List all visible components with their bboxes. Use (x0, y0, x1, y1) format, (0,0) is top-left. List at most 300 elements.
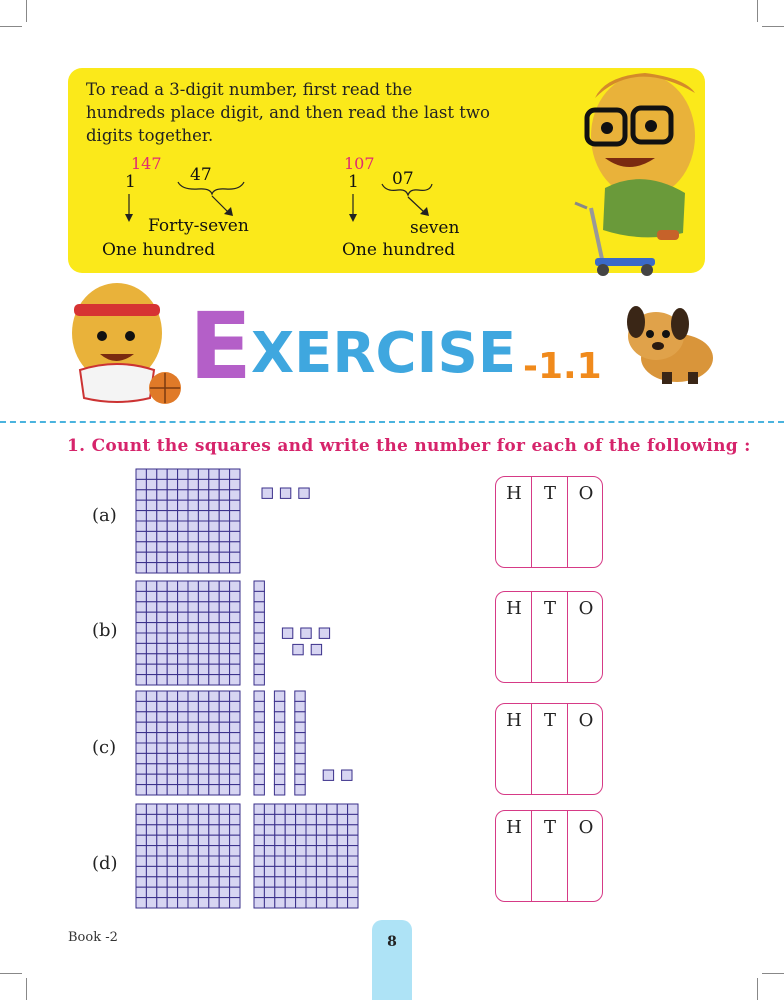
hundred-block-cell (188, 500, 198, 510)
hundred-block-cell (136, 701, 146, 711)
hundred-block-cell (188, 877, 198, 887)
hundred-block-cell (188, 521, 198, 531)
hundred-block-cell (188, 511, 198, 521)
hundred-block-cell (157, 511, 167, 521)
hundred-block-cell (348, 835, 358, 845)
hundred-block-cell (136, 531, 146, 541)
hundred-block-cell (198, 722, 208, 732)
hundred-block-cell (264, 898, 274, 908)
hundred-block-cell (348, 856, 358, 866)
hundred-block-cell (209, 804, 219, 814)
hundred-block-cell (198, 633, 208, 643)
hundred-block-cell (230, 691, 240, 701)
hundred-block-cell (219, 774, 229, 784)
hundred-block-cell (219, 764, 229, 774)
hundred-block-cell (209, 846, 219, 856)
hundred-block-cell (136, 675, 146, 685)
hundred-block-cell (136, 602, 146, 612)
hundred-block-cell (264, 804, 274, 814)
hundred-block-cell (136, 542, 146, 552)
hundred-block-cell (296, 866, 306, 876)
hundred-block-cell (188, 753, 198, 763)
hundred-block-cell (157, 542, 167, 552)
hundred-block-cell (198, 664, 208, 674)
hundred-block-cell (146, 490, 156, 500)
hundred-block-cell (296, 846, 306, 856)
hundred-block-cell (209, 552, 219, 562)
hundred-block-cell (219, 898, 229, 908)
hundred-block-cell (209, 612, 219, 622)
hundreds-digit: 1 (348, 172, 359, 192)
hundred-block-cell (209, 643, 219, 653)
hundred-block-cell (209, 511, 219, 521)
hundred-block-cell (198, 542, 208, 552)
one-unit-square (342, 770, 352, 780)
hundred-block-cell (136, 877, 146, 887)
hundred-block-cell (198, 877, 208, 887)
hundred-block-cell (188, 733, 198, 743)
hundred-block-cell (219, 743, 229, 753)
hundred-block-cell (146, 591, 156, 601)
hto-answer-box-c[interactable] (495, 703, 603, 795)
hundred-block-cell (296, 887, 306, 897)
hundred-block-cell (157, 552, 167, 562)
ten-rod-cell (295, 733, 305, 743)
hundred-block-cell (230, 623, 240, 633)
hundred-block-cell (157, 774, 167, 784)
hundred-block-cell (316, 877, 326, 887)
hundred-block-cell (146, 856, 156, 866)
hundred-block-cell (146, 825, 156, 835)
hundred-block-cell (157, 887, 167, 897)
hto-header-t: T (543, 483, 556, 504)
hundred-block-cell (306, 887, 316, 897)
hundred-block-cell (178, 664, 188, 674)
hundred-block-cell (178, 701, 188, 711)
hundred-block-cell (146, 722, 156, 732)
hundred-block-cell (230, 846, 240, 856)
hundred-block-cell (198, 581, 208, 591)
hundred-block-cell (178, 675, 188, 685)
hundred-block-cell (254, 866, 264, 876)
exercise-banner (185, 300, 635, 395)
hundred-block-cell (285, 898, 295, 908)
hundred-block-cell (178, 877, 188, 887)
hundred-block-cell (167, 712, 177, 722)
hundred-block-cell (209, 785, 219, 795)
hundred-block-cell (209, 623, 219, 633)
hundred-block-cell (348, 877, 358, 887)
hundred-block-cell (209, 500, 219, 510)
scooter-character-illustration (565, 58, 715, 283)
hundred-block-cell (188, 846, 198, 856)
hundred-block-cell (198, 511, 208, 521)
example-number: 107 (344, 154, 375, 173)
hundred-block-cell (219, 887, 229, 897)
hundred-block-cell (264, 835, 274, 845)
one-unit-square (293, 644, 303, 654)
hundred-block-cell (209, 691, 219, 701)
hundred-block-cell (178, 591, 188, 601)
hundred-block-cell (230, 563, 240, 573)
hto-header-h: H (506, 483, 522, 504)
hundred-block-cell (136, 764, 146, 774)
hundred-block-cell (198, 733, 208, 743)
hundred-block-cell (146, 753, 156, 763)
hundred-block-cell (178, 856, 188, 866)
hundred-block-cell (275, 846, 285, 856)
hto-header-o: O (578, 483, 594, 504)
hundred-block-cell (230, 542, 240, 552)
hundred-block-cell (296, 814, 306, 824)
ten-rod-cell (274, 774, 284, 784)
hundred-block-cell (285, 877, 295, 887)
hundred-block-cell (167, 835, 177, 845)
hundred-block-cell (230, 877, 240, 887)
ten-rod-cell (295, 785, 305, 795)
hundred-block-cell (136, 490, 146, 500)
last-two-word: seven (410, 218, 460, 238)
hundred-block-cell (178, 531, 188, 541)
hundred-block-cell (146, 581, 156, 591)
info-text (86, 78, 526, 147)
hundred-block-cell (254, 825, 264, 835)
hundred-block-cell (254, 887, 264, 897)
hundred-block-cell (157, 602, 167, 612)
hundred-block-cell (198, 691, 208, 701)
hundred-block-cell (285, 835, 295, 845)
ten-rod-cell (295, 743, 305, 753)
hundred-block-cell (306, 835, 316, 845)
ten-rod-cell (295, 712, 305, 722)
hundred-block-cell (327, 877, 337, 887)
hundred-block-cell (136, 623, 146, 633)
hundred-block-cell (219, 825, 229, 835)
hundred-block-cell (230, 500, 240, 510)
hundred-block-cell (198, 479, 208, 489)
ten-rod-cell (295, 774, 305, 784)
hundred-block-cell (264, 866, 274, 876)
hundred-block-cell (178, 521, 188, 531)
hundred-block-cell (157, 814, 167, 824)
hundred-block-cell (157, 521, 167, 531)
hundred-block-cell (198, 866, 208, 876)
hundred-block-cell (188, 602, 198, 612)
hundred-block-cell (178, 804, 188, 814)
hundred-block-cell (275, 814, 285, 824)
hundred-block-cell (219, 490, 229, 500)
hundred-block-cell (146, 469, 156, 479)
hundred-block-cell (230, 675, 240, 685)
hundred-block-cell (198, 835, 208, 845)
hundred-block-cell (219, 691, 229, 701)
hundred-block-cell (146, 633, 156, 643)
hundred-block-cell (167, 521, 177, 531)
hundred-block-cell (337, 835, 347, 845)
hundred-block-cell (209, 563, 219, 573)
hundred-block-cell (327, 814, 337, 824)
ten-rod-cell (254, 743, 264, 753)
hundred-block-cell (167, 654, 177, 664)
hundred-block-cell (157, 701, 167, 711)
hundred-block-cell (327, 835, 337, 845)
hundred-block-cell (188, 712, 198, 722)
hto-answer-box-b[interactable] (495, 591, 603, 683)
hundred-block-cell (157, 581, 167, 591)
hundred-block-cell (188, 531, 198, 541)
hundred-block-cell (157, 469, 167, 479)
hundred-block-cell (264, 877, 274, 887)
hundred-block-cell (219, 722, 229, 732)
hundred-block-cell (188, 552, 198, 562)
hundred-block-cell (275, 825, 285, 835)
grid-row-b (135, 580, 395, 690)
hundred-block-cell (157, 643, 167, 653)
hundred-block-cell (285, 814, 295, 824)
info-line-1: To read a 3-digit number, first read the (86, 80, 413, 99)
hundred-block-cell (209, 675, 219, 685)
hundred-block-cell (198, 654, 208, 664)
hundred-block-cell (146, 712, 156, 722)
hundred-block-cell (188, 612, 198, 622)
hundred-block-cell (136, 898, 146, 908)
hundred-block-cell (146, 623, 156, 633)
hundred-block-cell (198, 898, 208, 908)
ten-rod-cell (274, 691, 284, 701)
hundred-block-cell (167, 814, 177, 824)
hundred-block-cell (254, 856, 264, 866)
hundred-block-cell (178, 542, 188, 552)
hundred-block-cell (275, 856, 285, 866)
hundred-block-cell (219, 581, 229, 591)
hundred-block-cell (136, 887, 146, 897)
hundred-block-cell (275, 877, 285, 887)
hundred-block-cell (157, 691, 167, 701)
hundred-block-cell (198, 602, 208, 612)
hundred-block-cell (327, 887, 337, 897)
hundred-block-cell (306, 804, 316, 814)
hundred-block-cell (219, 804, 229, 814)
hundred-block-cell (230, 887, 240, 897)
page-number: 8 (387, 934, 397, 950)
hundred-block-cell (316, 804, 326, 814)
hundred-block-cell (209, 591, 219, 601)
hundred-block-cell (348, 804, 358, 814)
hundred-block-cell (285, 856, 295, 866)
ten-rod-cell (274, 722, 284, 732)
hundred-block-cell (178, 733, 188, 743)
hundred-block-cell (188, 591, 198, 601)
hundred-block-cell (316, 866, 326, 876)
hundred-block-cell (198, 764, 208, 774)
hundred-block-cell (136, 835, 146, 845)
question-title: 1. Count the squares and write the number for each of the following : (67, 436, 751, 456)
hundred-block-cell (178, 479, 188, 489)
hundred-block-cell (178, 643, 188, 653)
hundred-block-cell (146, 691, 156, 701)
one-unit-square (311, 644, 321, 654)
exercise-banner-art (185, 300, 635, 395)
hundred-block-cell (275, 898, 285, 908)
hundred-block-cell (209, 531, 219, 541)
hundred-block-cell (198, 856, 208, 866)
hundred-block-cell (157, 835, 167, 845)
ten-rod-cell (254, 664, 264, 674)
hundred-block-cell (296, 856, 306, 866)
hundreds-word: One hundred (342, 240, 456, 260)
hto-answer-box-a[interactable] (495, 476, 603, 568)
hundred-block-cell (178, 563, 188, 573)
hundred-block-cell (167, 722, 177, 732)
hundred-block-cell (136, 743, 146, 753)
ten-rod-cell (254, 733, 264, 743)
hundred-block-cell (337, 846, 347, 856)
hundred-block-cell (146, 804, 156, 814)
hundred-block-cell (219, 563, 229, 573)
hundred-block-cell (209, 835, 219, 845)
hundred-block-cell (254, 898, 264, 908)
hundred-block-cell (348, 866, 358, 876)
grid-row-d (135, 803, 395, 913)
hundred-block-cell (136, 552, 146, 562)
hundred-block-cell (209, 722, 219, 732)
hundred-block-cell (157, 591, 167, 601)
hundred-block-cell (285, 804, 295, 814)
hundred-block-cell (264, 856, 274, 866)
hundred-block-cell (230, 743, 240, 753)
hundred-block-cell (157, 722, 167, 732)
hundred-block-cell (136, 563, 146, 573)
hundred-block-cell (264, 814, 274, 824)
hundred-block-cell (157, 898, 167, 908)
hundred-block-cell (146, 500, 156, 510)
hundred-block-cell (188, 691, 198, 701)
ten-rod-cell (254, 633, 264, 643)
hundred-block-cell (219, 633, 229, 643)
hundred-block-cell (188, 469, 198, 479)
hundred-block-cell (198, 743, 208, 753)
hundred-block-cell (230, 581, 240, 591)
hto-answer-box-d[interactable] (495, 810, 603, 902)
hundred-block-cell (254, 846, 264, 856)
hundred-block-cell (136, 722, 146, 732)
hundred-block-cell (136, 643, 146, 653)
hundred-block-cell (209, 701, 219, 711)
grid-row-c (135, 690, 395, 800)
hundred-block-cell (167, 511, 177, 521)
hundred-block-cell (230, 531, 240, 541)
hundred-block-cell (230, 733, 240, 743)
hundred-block-cell (198, 675, 208, 685)
hundred-block-cell (275, 804, 285, 814)
hundred-block-cell (167, 591, 177, 601)
hundred-block-cell (316, 887, 326, 897)
hundred-block-cell (348, 887, 358, 897)
hundred-block-cell (178, 469, 188, 479)
page-number-tab (372, 920, 412, 1000)
hundred-block-cell (209, 733, 219, 743)
hundred-block-cell (178, 887, 188, 897)
hundred-block-cell (209, 654, 219, 664)
ten-rod-cell (274, 764, 284, 774)
hundred-block-cell (230, 785, 240, 795)
hundred-block-cell (198, 469, 208, 479)
hundred-block-cell (157, 733, 167, 743)
hundred-block-cell (157, 563, 167, 573)
hundred-block-cell (219, 753, 229, 763)
hundred-block-cell (296, 877, 306, 887)
hundred-block-cell (157, 743, 167, 753)
hundred-block-cell (254, 804, 264, 814)
last-two-digits: 47 (190, 165, 212, 185)
hundred-block-cell (316, 846, 326, 856)
example-number: 147 (131, 154, 162, 173)
hundred-block-cell (178, 712, 188, 722)
hundred-block-cell (136, 664, 146, 674)
hundred-block-cell (296, 898, 306, 908)
hundred-block-cell (146, 664, 156, 674)
hundred-block-cell (285, 846, 295, 856)
hundred-block-cell (146, 898, 156, 908)
hundred-block-cell (178, 764, 188, 774)
hundred-block-cell (188, 764, 198, 774)
one-unit-square (299, 488, 309, 498)
hundred-block-cell (178, 490, 188, 500)
hundred-block-cell (188, 887, 198, 897)
hundreds-digit: 1 (125, 172, 136, 192)
hundred-block-cell (230, 856, 240, 866)
hundred-block-cell (178, 722, 188, 732)
hundred-block-cell (306, 898, 316, 908)
one-unit-square (301, 628, 311, 638)
ten-rod-cell (295, 701, 305, 711)
hundred-block-cell (327, 898, 337, 908)
hundred-block-cell (188, 785, 198, 795)
hundred-block-cell (167, 469, 177, 479)
hundred-block-cell (219, 785, 229, 795)
row-label-b: (b) (92, 620, 118, 641)
hundred-block-cell (167, 753, 177, 763)
hundred-block-cell (167, 581, 177, 591)
hundred-block-cell (209, 877, 219, 887)
hundred-block-cell (337, 887, 347, 897)
hundred-block-cell (157, 633, 167, 643)
example-147 (98, 152, 298, 262)
hundred-block-cell (167, 500, 177, 510)
hundred-block-cell (296, 825, 306, 835)
hundred-block-cell (157, 825, 167, 835)
hundred-block-cell (306, 856, 316, 866)
hundred-block-cell (157, 500, 167, 510)
hundred-block-cell (296, 804, 306, 814)
hundred-block-cell (306, 877, 316, 887)
hto-header-h: H (506, 817, 522, 838)
hundred-block-cell (209, 581, 219, 591)
hundred-block-cell (178, 633, 188, 643)
hundred-block-cell (230, 654, 240, 664)
hundred-block-cell (198, 612, 208, 622)
hundred-block-cell (167, 743, 177, 753)
hundreds-word: One hundred (102, 240, 216, 260)
hundred-block-cell (219, 654, 229, 664)
hundred-block-cell (167, 675, 177, 685)
ten-rod-cell (254, 774, 264, 784)
ten-rod-cell (274, 753, 284, 763)
one-unit-square (282, 628, 292, 638)
hundred-block-cell (188, 654, 198, 664)
hundred-block-cell (157, 654, 167, 664)
hundred-block-cell (188, 633, 198, 643)
